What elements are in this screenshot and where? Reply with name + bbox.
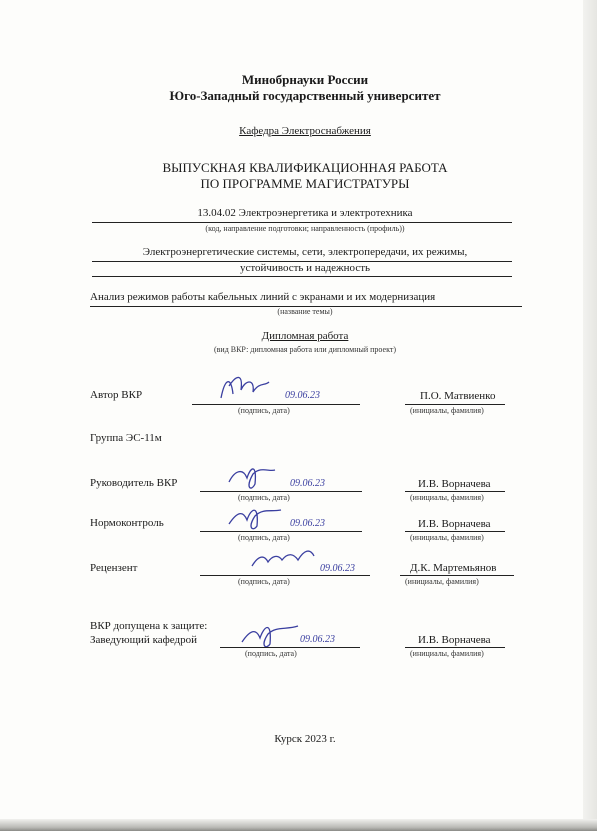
- supervisor-sig-caption: (подпись, дата): [238, 493, 290, 502]
- author-sig-caption: (подпись, дата): [238, 406, 290, 415]
- document-title-line1: ВЫПУСКНАЯ КВАЛИФИКАЦИОННАЯ РАБОТА: [162, 160, 448, 175]
- work-type-value: Дипломная работа: [261, 330, 349, 342]
- author-name: П.О. Матвиенко: [420, 390, 496, 402]
- profile-line1: Электроэнергетические системы, сети, электропередачи, их режимы,: [142, 246, 468, 258]
- supervisor-signature-line: [200, 491, 362, 492]
- supervisor-label: Руководитель ВКР: [90, 477, 178, 489]
- group-label: Группа ЭС-11м: [90, 432, 162, 444]
- supervisor-sign-date: 09.06.23: [290, 478, 325, 489]
- university-name: Юго-Западный государственный университет: [169, 88, 441, 103]
- author-signature-icon: [215, 372, 275, 404]
- normcontrol-name-caption: (инициалы, фамилия): [410, 533, 484, 542]
- supervisor-name: И.В. Ворначева: [418, 478, 491, 490]
- author-signature-line: [192, 404, 360, 405]
- author-sign-date: 09.06.23: [285, 390, 320, 401]
- city-year: Курск 2023 г.: [274, 733, 336, 745]
- head-sig-caption: (подпись, дата): [245, 649, 297, 658]
- reviewer-sig-caption: (подпись, дата): [238, 577, 290, 586]
- head-name: И.В. Ворначева: [418, 634, 491, 646]
- normcontrol-name-line: [405, 531, 505, 532]
- ministry-name: Минобрнауки России: [241, 72, 369, 87]
- normcontrol-name: И.В. Ворначева: [418, 518, 491, 530]
- direction-underline: [92, 222, 512, 223]
- normcontrol-signature-icon: [225, 502, 285, 534]
- normcontrol-sig-caption: (подпись, дата): [238, 533, 290, 542]
- page-edge-bottom: [0, 819, 597, 831]
- supervisor-signature-icon: [225, 462, 281, 494]
- department-name: Кафедра Электроснабжения: [239, 125, 371, 137]
- supervisor-name-line: [405, 491, 505, 492]
- reviewer-signature-line: [200, 575, 370, 576]
- reviewer-sign-date: 09.06.23: [320, 563, 355, 574]
- normcontrol-sign-date: 09.06.23: [290, 518, 325, 529]
- reviewer-label: Рецензент: [90, 562, 138, 574]
- reviewer-name: Д.К. Мартемьянов: [410, 562, 497, 574]
- admission-label: Заведующий кафедрой: [90, 634, 197, 646]
- document-title-line2: ПО ПРОГРАММЕ МАГИСТРАТУРЫ: [200, 176, 410, 191]
- head-sign-date: 09.06.23: [300, 634, 335, 645]
- normcontrol-label: Нормоконтроль: [90, 517, 164, 529]
- topic-caption: (название темы): [277, 307, 333, 316]
- direction-value: 13.04.02 Электроэнергетика и электротехника: [197, 207, 413, 219]
- head-name-caption: (инициалы, фамилия): [410, 649, 484, 658]
- reviewer-signature-icon: [248, 546, 318, 576]
- page-edge-right: [583, 0, 597, 831]
- topic-value: Анализ режимов работы кабельных линий с экранами и их модернизация: [90, 291, 436, 303]
- head-name-line: [405, 647, 505, 648]
- author-label: Автор ВКР: [90, 389, 143, 401]
- reviewer-name-line: [400, 575, 514, 576]
- author-name-caption: (инициалы, фамилия): [410, 406, 484, 415]
- reviewer-name-caption: (инициалы, фамилия): [405, 577, 479, 586]
- head-signature-line: [220, 647, 360, 648]
- work-type-caption: (вид ВКР: дипломная работа или дипломный проект): [213, 345, 397, 354]
- admission-heading: ВКР допущена к защите:: [90, 620, 208, 632]
- profile-underline2: [92, 276, 512, 277]
- profile-line2: устойчивость и надежность: [239, 262, 371, 274]
- supervisor-name-caption: (инициалы, фамилия): [410, 493, 484, 502]
- normcontrol-signature-line: [200, 531, 362, 532]
- direction-caption: (код, направление подготовки; направленность (профиль)): [205, 224, 405, 233]
- author-name-line: [405, 404, 505, 405]
